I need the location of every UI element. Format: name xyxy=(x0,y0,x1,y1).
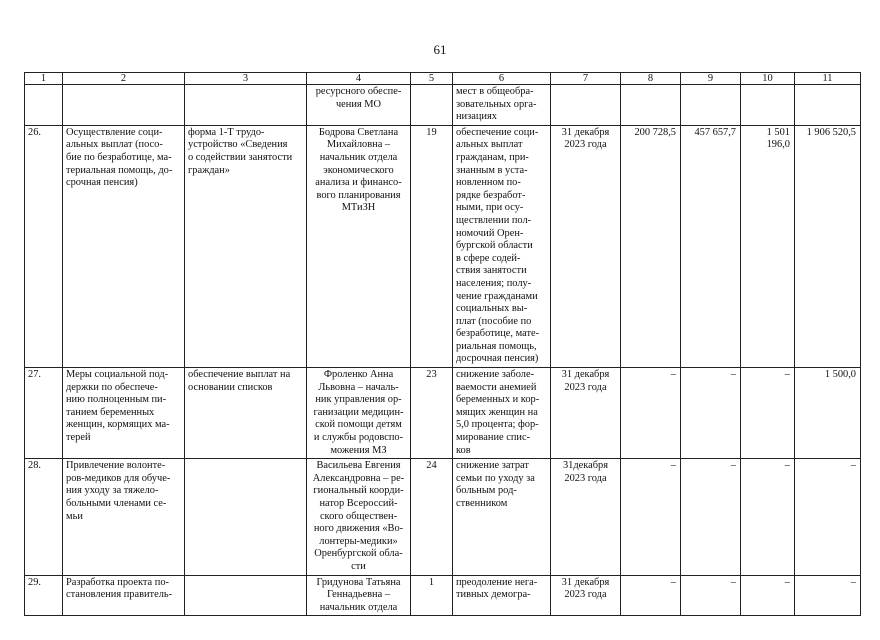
funding-cell: 1 906 520,5 xyxy=(795,125,861,367)
funding-cell: – xyxy=(621,368,681,459)
column-number: 3 xyxy=(185,73,307,85)
measure-name-cell xyxy=(63,85,185,126)
column-number: 5 xyxy=(411,73,453,85)
funding-cell xyxy=(795,85,861,126)
deadline-cell: 31 декабря 2023 года xyxy=(551,575,621,616)
indicator-number-cell: 23 xyxy=(411,368,453,459)
expected-result-cell: обеспечение соци- альных выплат гражданам, при- знанным в уста- новленном по- рядке безработ- ными, при осу- ществлении пол- номочий Орен- бургской области в сфере содей- ствия занятости населения; полу- чение гражданами социальных вы- плат (пособие по безработице, мате- риальная помощь, досрочная пенсия) xyxy=(453,125,551,367)
table-row xyxy=(25,125,861,367)
row-number-cell: 26. xyxy=(25,125,63,367)
deadline-cell: 31 декабря 2023 года xyxy=(551,368,621,459)
measure-name-cell: Меры социальной под- держки по обеспече- нию полноценным пи- танием беременных женщин, кормящих ма- терей xyxy=(63,368,185,459)
funding-cell: – xyxy=(741,575,795,616)
basis-cell xyxy=(185,85,307,126)
column-number: 7 xyxy=(551,73,621,85)
column-number: 8 xyxy=(621,73,681,85)
responsible-cell: Гридунова Татьяна Геннадьевна – начальник отдела xyxy=(307,575,411,616)
expected-result-cell: мест в общеобра- зовательных орга- низациях xyxy=(453,85,551,126)
deadline-cell: 31 декабря 2023 года xyxy=(551,125,621,367)
column-number: 6 xyxy=(453,73,551,85)
funding-cell: – xyxy=(681,575,741,616)
row-number-cell: 29. xyxy=(25,575,63,616)
column-number: 11 xyxy=(795,73,861,85)
indicator-number-cell: 19 xyxy=(411,125,453,367)
measure-name-cell: Привлечение волонте- ров-медиков для обуче- ния уходу за тяжело- больными членами се- мьи xyxy=(63,459,185,575)
measure-name-cell: Осуществление соци- альных выплат (посо- бие по безработице, ма- териальная помощь, до- срочная пенсия) xyxy=(63,125,185,367)
funding-cell: 200 728,5 xyxy=(621,125,681,367)
indicator-number-cell xyxy=(411,85,453,126)
funding-cell: 1 500,0 xyxy=(795,368,861,459)
funding-cell xyxy=(741,85,795,126)
basis-cell: обеспечение выплат на основании списков xyxy=(185,368,307,459)
column-number: 10 xyxy=(741,73,795,85)
funding-cell: – xyxy=(681,459,741,575)
row-number-cell xyxy=(25,85,63,126)
funding-cell: – xyxy=(795,459,861,575)
basis-cell: форма 1-Т трудо- устройство «Сведения о содействии занятости граждан» xyxy=(185,125,307,367)
expected-result-cell: преодоление нега- тивных демогра- xyxy=(453,575,551,616)
funding-cell: – xyxy=(621,575,681,616)
document-table xyxy=(24,72,861,616)
funding-cell: – xyxy=(681,368,741,459)
row-number-cell: 28. xyxy=(25,459,63,575)
table-row xyxy=(25,459,861,575)
basis-cell xyxy=(185,459,307,575)
responsible-cell: Васильева Евгения Александровна – ре- гиональный коорди- натор Всероссий- ского обществен- ного движения «Во- лонтеры-медики» Оренбургской обла- сти xyxy=(307,459,411,575)
funding-cell: 1 501 196,0 xyxy=(741,125,795,367)
table-row xyxy=(25,368,861,459)
column-number: 1 xyxy=(25,73,63,85)
row-number-cell: 27. xyxy=(25,368,63,459)
column-number-row xyxy=(25,73,861,85)
funding-cell xyxy=(621,85,681,126)
table-row xyxy=(25,575,861,616)
funding-cell: – xyxy=(795,575,861,616)
funding-cell: – xyxy=(621,459,681,575)
expected-result-cell: снижение заболе- ваемости анемией беременных и кор- мящих женщин на 5,0 процента; фор- мирование спис- ков xyxy=(453,368,551,459)
responsible-cell: Фроленко Анна Львовна – началь- ник управления ор- ганизации медицин- ской помощи детям и службы родовспо- можения МЗ xyxy=(307,368,411,459)
page-number: 61 xyxy=(433,42,447,57)
responsible-cell: ресурсного обеспе- чения МО xyxy=(307,85,411,126)
deadline-cell xyxy=(551,85,621,126)
indicator-number-cell: 24 xyxy=(411,459,453,575)
basis-cell xyxy=(185,575,307,616)
table-row xyxy=(25,85,861,126)
expected-result-cell: снижение затрат семьи по уходу за больным род- ственником xyxy=(453,459,551,575)
column-number: 2 xyxy=(63,73,185,85)
indicator-number-cell: 1 xyxy=(411,575,453,616)
funding-cell: 457 657,7 xyxy=(681,125,741,367)
column-number: 9 xyxy=(681,73,741,85)
funding-cell: – xyxy=(741,368,795,459)
deadline-cell: 31декабря 2023 года xyxy=(551,459,621,575)
funding-cell: – xyxy=(741,459,795,575)
column-number: 4 xyxy=(307,73,411,85)
measure-name-cell: Разработка проекта по- становления правитель- xyxy=(63,575,185,616)
responsible-cell: Бодрова Светлана Михайловна – начальник отдела экономического анализа и финансо- вого планирования МТиЗН xyxy=(307,125,411,367)
table-body xyxy=(25,73,861,616)
funding-cell xyxy=(681,85,741,126)
